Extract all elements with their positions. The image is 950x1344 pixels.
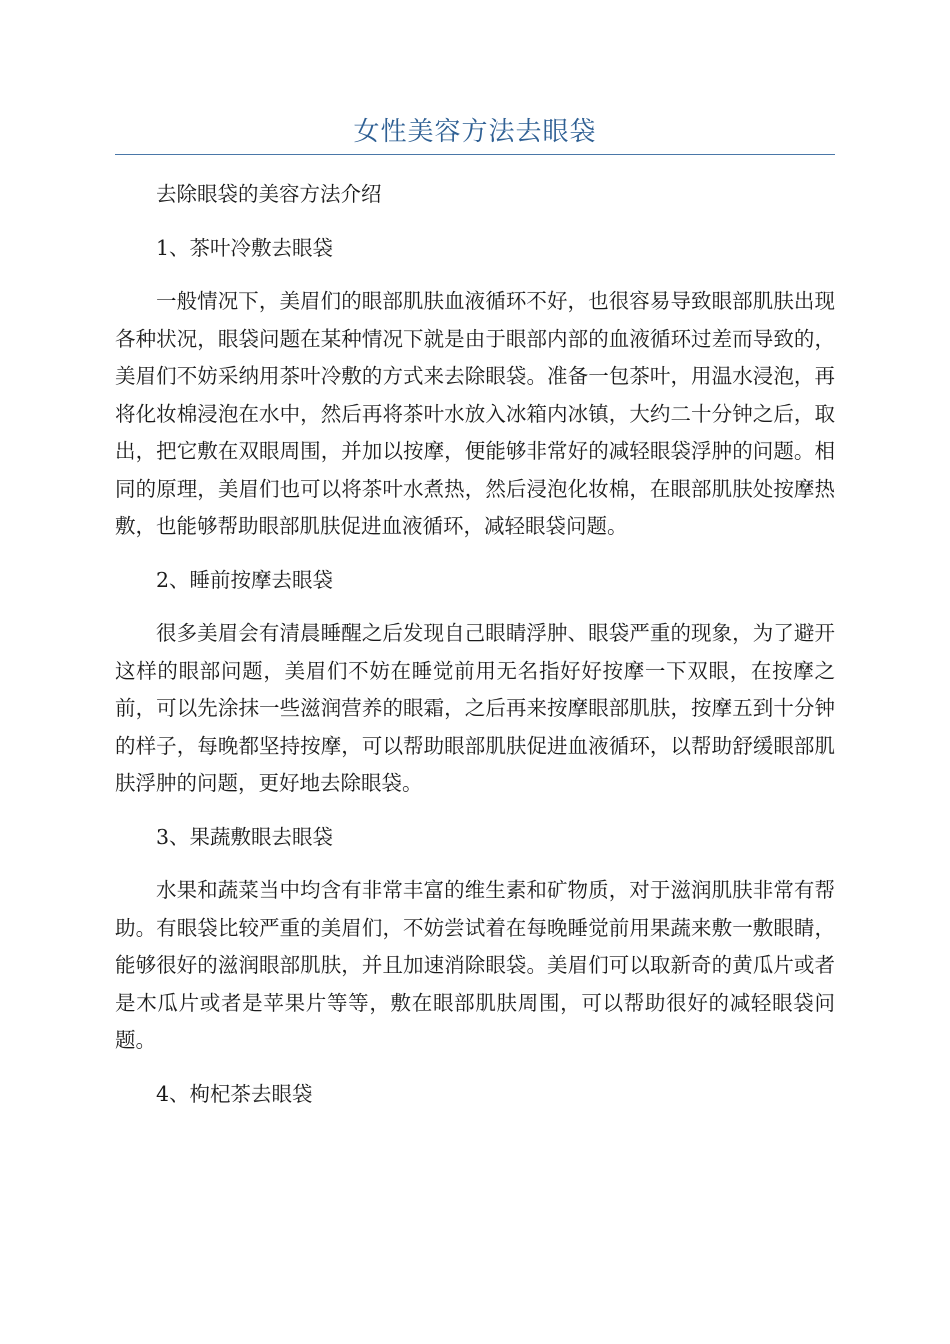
section-heading-3: 3、果蔬敷眼去眼袋 (156, 824, 334, 849)
document-body (115, 176, 835, 1129)
section-heading-4: 4、枸杞茶去眼袋 (156, 1081, 313, 1106)
section-heading-2: 2、睡前按摩去眼袋 (156, 567, 334, 592)
section-paragraph-1: 一般情况下，美眉们的眼部肌肤血液循环不好，也很容易导致眼部肌肤出现各种状况，眼袋问题在某种情况下就是由于眼部内部的血液循环过差而导致的，美眉们不妨采纳用茶叶冷敷的方式来去除眼袋。准备一包茶叶，用温水浸泡，再将化妆棉浸泡在水中，然后再将茶叶水放入冰箱内冰镇，大约二十分钟之后，取出，把它敷在双眼周围，并加以按摩，便能够非常好的减轻眼袋浮肿的问题。相同的原理，美眉们也可以将茶叶水煮热，然后浸泡化妆棉，在眼部肌肤处按摩热敷，也能够帮助眼部肌肤促进血液循环，减轻眼袋问题。 (115, 289, 835, 538)
intro-line: 去除眼袋的美容方法介绍 (156, 182, 382, 206)
section-heading-1: 1、茶叶冷敷去眼袋 (156, 235, 334, 260)
section-paragraph-3: 水果和蔬菜当中均含有非常丰富的维生素和矿物质，对于滋润肌肤非常有帮助。有眼袋比较严重的美眉们，不妨尝试着在每晚睡觉前用果蔬来敷一敷眼睛，能够很好的滋润眼部肌肤，并且加速消除眼袋。美眉们可以取新奇的黄瓜片或者是木瓜片或者是苹果片等等，敷在眼部肌肤周围，可以帮助很好的减轻眼袋问题。 (115, 878, 835, 1052)
title-underline (115, 154, 835, 155)
document-title: 女性美容方法去眼袋 (353, 117, 597, 147)
section-paragraph-2: 很多美眉会有清晨睡醒之后发现自己眼睛浮肿、眼袋严重的现象，为了避开这样的眼部问题，美眉们不妨在睡觉前用无名指好好按摩一下双眼，在按摩之前，可以先涂抹一些滋润营养的眼霜，之后再来按摩眼部肌肤，按摩五到十分钟的样子，每晚都坚持按摩，可以帮助眼部肌肤促进血液循环，以帮助舒缓眼部肌肤浮肿的问题，更好地去除眼袋。 (115, 621, 835, 795)
